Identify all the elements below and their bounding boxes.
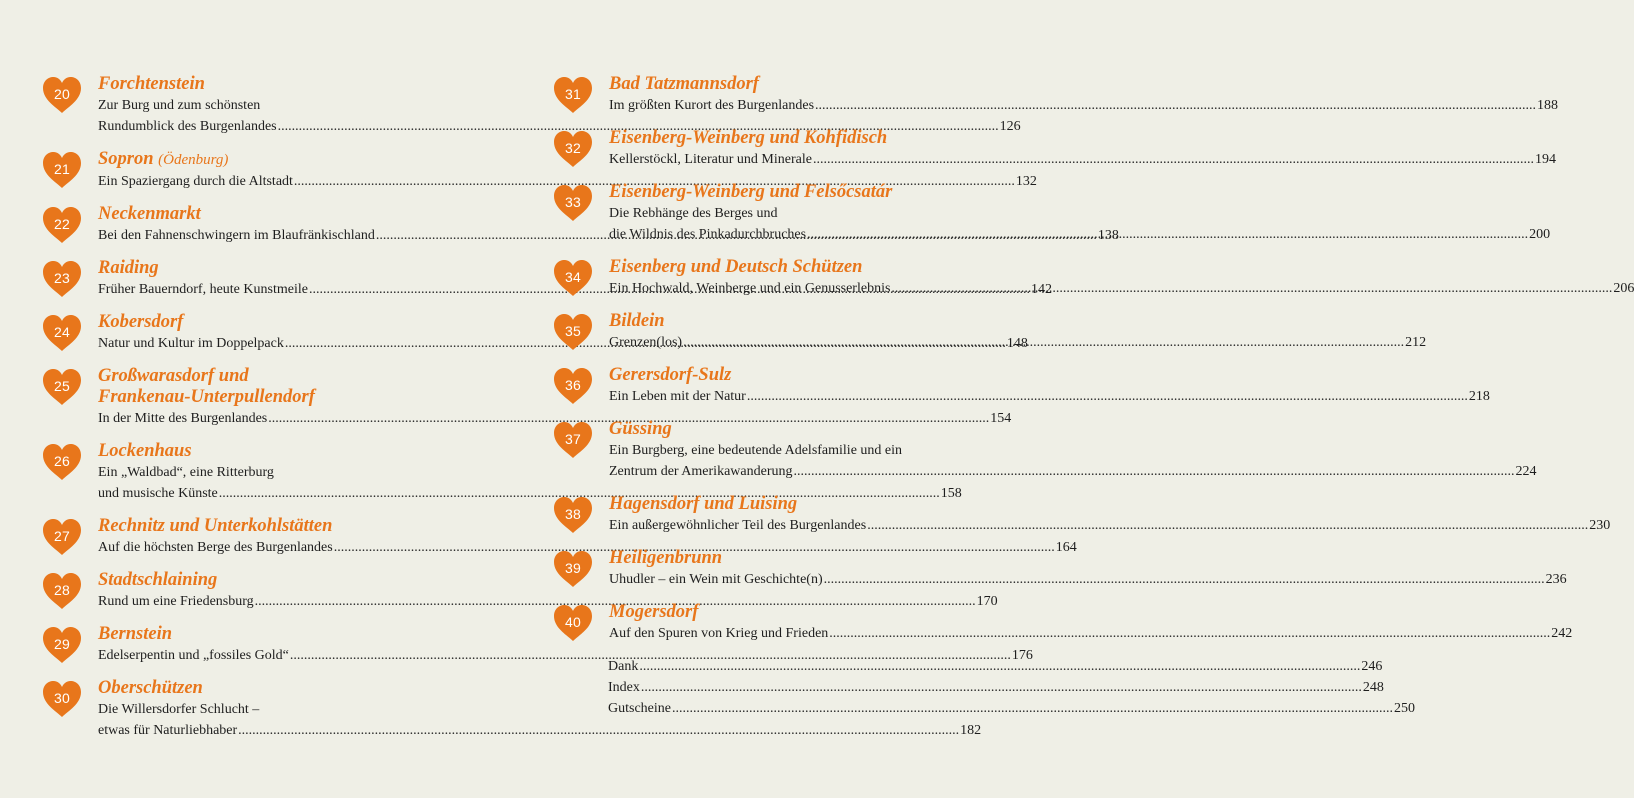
chapter-title: Lockenhaus [98, 441, 192, 461]
dot-leader [747, 386, 1468, 407]
page-number: 158 [940, 486, 962, 501]
chapter-description-line: Ein Leben mit der Natur ..... 218 [609, 386, 1490, 407]
chapter-number: 23 [54, 270, 70, 286]
chapter-number-badge [42, 206, 82, 244]
page-number: 248 [1362, 680, 1384, 695]
chapter-description-line: Bei den Fahnenschwingern im Blaufränkischland ..... 138 [98, 225, 1119, 246]
dot-leader [639, 656, 1360, 677]
dot-leader [829, 623, 1550, 644]
chapter-number-badge [42, 443, 82, 481]
page-number: 194 [1534, 152, 1556, 167]
page-number: 126 [999, 119, 1021, 134]
chapter-number-badge [42, 626, 82, 664]
chapter-number-badge [42, 151, 82, 189]
page-number: 246 [1361, 659, 1383, 674]
toc-entry[interactable] [553, 74, 1559, 116]
extra-label: Dank [608, 659, 639, 674]
dot-leader [672, 698, 1393, 719]
chapter-number: 33 [565, 194, 581, 210]
chapter-number: 32 [565, 140, 581, 156]
toc-extras [608, 656, 1415, 719]
chapter-number: 39 [565, 560, 581, 576]
dot-leader [891, 278, 1612, 299]
chapter-number-badge [553, 367, 593, 405]
chapter-description-line: Zur Burg und zum schönsten [98, 98, 261, 113]
page-number: 206 [1613, 281, 1634, 296]
chapter-title: Bildein [609, 311, 665, 331]
dot-leader [238, 720, 959, 741]
chapter-description-line: Ein außergewöhnlicher Teil des Burgenlandes ..... 230 [609, 515, 1610, 536]
page-number: 154 [990, 411, 1012, 426]
page-number: 148 [1006, 336, 1028, 351]
chapter-title: Bad Tatzmannsdorf [609, 74, 759, 94]
chapter-number-badge [553, 496, 593, 534]
page-number: 250 [1393, 701, 1415, 716]
chapter-number: 40 [565, 614, 581, 630]
chapter-number-badge [553, 130, 593, 168]
chapter-number: 24 [54, 324, 70, 340]
chapter-title: Kobersdorf [98, 312, 184, 332]
chapter-number-badge [42, 368, 82, 406]
chapter-title-sub: (Ödenburg) [158, 152, 229, 168]
chapter-number-badge [42, 260, 82, 298]
chapter-description-line: Rundumblick des Burgenlandes ..... 126 [98, 116, 1021, 137]
chapter-number: 36 [565, 377, 581, 393]
dot-leader [815, 95, 1536, 116]
dot-leader [813, 149, 1534, 170]
chapter-description-line: Auf die höchsten Berge des Burgenlandes ..... 164 [98, 537, 1077, 558]
chapter-number-badge [553, 313, 593, 351]
chapter-number-badge [42, 680, 82, 718]
chapter-title: Großwarasdorf und [98, 366, 249, 386]
chapter-title: Eisenberg-Weinberg und Kohfidisch [609, 128, 888, 148]
extra-label: Gutscheine [608, 701, 671, 716]
dot-leader [641, 677, 1362, 698]
chapter-number-badge [553, 76, 593, 114]
toc-entry[interactable] [553, 602, 1573, 644]
chapter-description-line: Natur und Kultur im Doppelpack ..... 148 [98, 333, 1028, 354]
toc-entry[interactable] [553, 365, 1490, 407]
chapter-title-line2: Frankenau-Unterpullendorf [98, 387, 315, 407]
chapter-description-line: Ein Hochwald, Weinberge und ein Genusserlebnis ..... 206 [609, 278, 1634, 299]
chapter-number: 22 [54, 216, 70, 232]
chapter-number: 38 [565, 506, 581, 522]
toc-entry[interactable] [553, 419, 1537, 482]
chapter-description-line: Die Willersdorfer Schlucht – [98, 702, 260, 717]
chapter-description-line: Ein Spaziergang durch die Altstadt ..... 132 [98, 171, 1037, 192]
chapter-title: Eisenberg und Deutsch Schützen [609, 257, 863, 277]
chapter-title: Heiligenbrunn [609, 548, 723, 568]
dot-leader [807, 224, 1528, 245]
page-number: 218 [1468, 389, 1490, 404]
toc-entry[interactable] [553, 548, 1567, 590]
page-number: 230 [1589, 518, 1611, 533]
toc-entry[interactable] [42, 624, 1033, 666]
toc-extra-entry[interactable] [608, 656, 1383, 677]
chapter-description-line: Die Rebhänge des Berges und [609, 206, 778, 221]
page-number: 188 [1537, 98, 1559, 113]
toc-entry[interactable] [553, 128, 1556, 170]
chapter-number: 29 [54, 636, 70, 652]
chapter-number: 20 [54, 86, 70, 102]
page-number: 176 [1011, 648, 1033, 663]
chapter-number-badge [42, 572, 82, 610]
chapter-description-line: etwas für Naturliebhaber ..... 182 [98, 720, 981, 741]
chapter-number: 27 [54, 528, 70, 544]
chapter-title: Rechnitz und Unterkohlstätten [98, 516, 333, 536]
chapter-description-line: Ein Burgberg, eine bedeutende Adelsfamilie und ein [609, 443, 903, 458]
chapter-number: 35 [565, 323, 581, 339]
chapter-number-badge [553, 421, 593, 459]
page-number: 132 [1015, 174, 1037, 189]
chapter-title: Hagensdorf und Luising [609, 494, 798, 514]
chapter-description-line: Im größten Kurort des Burgenlandes ..... 188 [609, 95, 1558, 116]
page-number: 200 [1529, 227, 1551, 242]
page-number: 212 [1405, 335, 1427, 350]
toc-entry[interactable] [553, 494, 1611, 536]
chapter-number: 28 [54, 582, 70, 598]
chapter-description-line: Früher Bauerndorf, heute Kunstmeile ..... 142 [98, 279, 1052, 300]
chapter-description-line: die Wildnis des Pinkadurchbruches ..... 200 [609, 224, 1550, 245]
chapter-number: 30 [54, 690, 70, 706]
chapter-title: Bernstein [98, 624, 173, 644]
chapter-number: 37 [565, 431, 581, 447]
chapter-number-badge [553, 550, 593, 588]
chapter-description-line: In der Mitte des Burgenlandes ..... 154 [98, 408, 1011, 429]
chapter-title: Sopron (Ödenburg) [98, 149, 229, 169]
chapter-title: Oberschützen [98, 678, 203, 698]
page-number: 242 [1551, 626, 1573, 641]
chapter-title: Forchtenstein [98, 74, 205, 94]
chapter-description-line: und musische Künste ..... 158 [98, 483, 962, 504]
page-number: 138 [1097, 228, 1119, 243]
chapter-number: 25 [54, 378, 70, 394]
chapter-number-badge [42, 518, 82, 556]
chapter-description-line: Kellerstöckl, Literatur und Minerale ..... 194 [609, 149, 1556, 170]
dot-leader [794, 461, 1515, 482]
chapter-description-line: Rund um eine Friedensburg ..... 170 [98, 591, 998, 612]
chapter-description-line: Auf den Spuren von Krieg und Frieden ..... 242 [609, 623, 1572, 644]
page-number: 236 [1545, 572, 1567, 587]
chapter-number: 31 [565, 86, 581, 102]
chapter-title: Raiding [98, 258, 159, 278]
chapter-number: 34 [565, 269, 581, 285]
chapter-title: Neckenmarkt [98, 204, 201, 224]
dot-leader [867, 515, 1588, 536]
chapter-number-badge [42, 314, 82, 352]
page-number: 182 [960, 723, 982, 738]
toc-extra-entry[interactable] [608, 677, 1384, 698]
chapter-number: 26 [54, 453, 70, 469]
chapter-title: Eisenberg-Weinberg und Felsőcsatár [609, 182, 893, 202]
chapter-description-line: Grenzen(los) ..... 212 [609, 332, 1426, 353]
chapter-number: 21 [54, 161, 70, 177]
chapter-title: Gerersdorf-Sulz [609, 365, 732, 385]
chapter-number-badge [553, 259, 593, 297]
chapter-title: Güssing [609, 419, 672, 439]
chapter-title: Mogersdorf [609, 602, 699, 622]
chapter-description-line: Ein „Waldbad“, eine Ritterburg [98, 465, 274, 480]
chapter-number-badge [553, 604, 593, 642]
chapter-description-line: Uhudler – ein Wein mit Geschichte(n) ..... 236 [609, 569, 1567, 590]
dot-leader [683, 332, 1404, 353]
dot-leader [824, 569, 1545, 590]
extra-label: Index [608, 680, 640, 695]
chapter-description-line: Edelserpentin und „fossiles Gold“ ..... 176 [98, 645, 1033, 666]
chapter-title: Stadtschlaining [98, 570, 218, 590]
page-number: 142 [1030, 282, 1052, 297]
page-number: 170 [976, 594, 998, 609]
chapter-number-badge [42, 76, 82, 114]
chapter-description-line: Zentrum der Amerikawanderung ..... 224 [609, 461, 1537, 482]
chapter-number-badge [553, 184, 593, 222]
page-number: 164 [1055, 540, 1077, 555]
page-number: 224 [1515, 464, 1537, 479]
toc-extra-entry[interactable] [608, 698, 1415, 719]
